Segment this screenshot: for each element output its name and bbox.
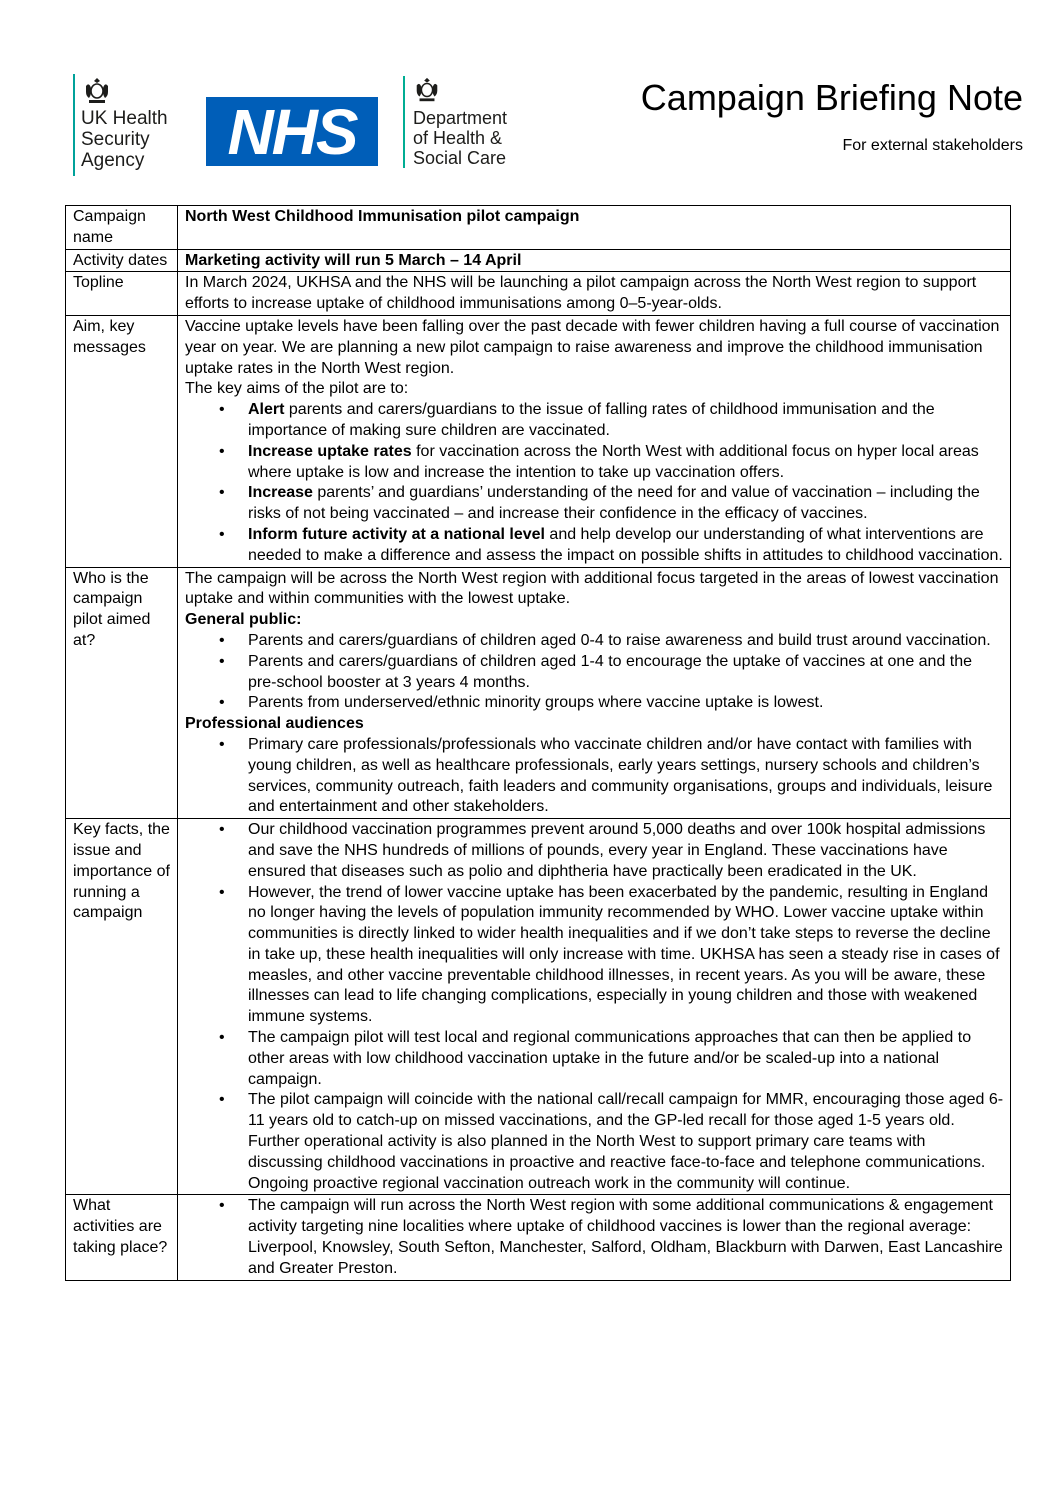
- aim-text: for vaccination across the North West with additional focus on hyper local areas where uptake is low and increase the intention to take up vaccination offers.: [248, 442, 979, 481]
- aim-keyword: Alert: [248, 401, 285, 419]
- row-label: Activity dates: [66, 249, 178, 272]
- dhsc-wordmark-line: of Health &: [413, 128, 503, 148]
- list-item: • Parents and carers/guardians of children aged 1-4 to encourage the uptake of vaccines at one and the pre-school booster at 3 years 4 months.: [185, 652, 1004, 694]
- ukhsa-wordmark-line: UK Health: [81, 108, 168, 129]
- dhsc-wordmark: [413, 108, 507, 168]
- list-item: [185, 400, 1004, 442]
- aim-text: and help develop our understanding of what interventions are needed to make a difference and assess the impact on possible shifts in attitudes to childhood vaccination.: [248, 525, 1003, 564]
- aim-text: parents’ and guardians’ understanding of the need for and value of vaccination – including the risks of not being vaccinated – and increase their confidence in the efficacy of vaccines.: [248, 484, 980, 523]
- audience-intro: The campaign will be across the North West region with additional focus targeted in the areas of lowest vaccination uptake and within communities with the lowest uptake.: [185, 569, 999, 608]
- list-item: • Parents and carers/guardians of children aged 0-4 to raise awareness and build trust around vaccination.: [185, 631, 1004, 652]
- table-row-campaign-name: [66, 206, 1011, 250]
- table-row-audience: [66, 567, 1011, 819]
- general-public-list: [185, 631, 1004, 714]
- nhs-logo: [206, 97, 378, 166]
- document-title: Campaign Briefing Note: [640, 77, 1023, 118]
- dhsc-logo-bar: [403, 76, 405, 168]
- aim-text: parents and carers/guardians to the issue of falling rates of childhood immunisation and the importance of making sure children are vaccinated.: [248, 401, 935, 439]
- aims-intro: Vaccine uptake levels have been falling over the past decade with fewer children having a full course of vaccination year on year. We are planning a new pilot campaign to raise awareness and improve the childhood immunisation uptake rates in the North West region.: [185, 317, 1000, 377]
- aims-lead: The key aims of the pilot are to:: [185, 380, 409, 398]
- campaign-name-value: North West Childhood Immunisation pilot campaign: [178, 206, 1011, 250]
- audience-value: [178, 567, 1011, 819]
- professional-audiences-list: [185, 735, 1004, 818]
- row-label: Who is the campaign pilot aimed at?: [66, 567, 178, 819]
- list-item: [185, 525, 1004, 567]
- ukhsa-logo: [73, 74, 183, 178]
- royal-crest-icon: [413, 76, 441, 104]
- list-item: [185, 483, 1004, 525]
- table-row-activity-dates: [66, 249, 1011, 272]
- activities-list: [185, 1196, 1004, 1279]
- row-label: Topline: [66, 272, 178, 316]
- row-label: Key facts, the issue and importance of running a campaign: [66, 819, 178, 1195]
- table-row-aims: [66, 315, 1011, 567]
- list-item: • Parents from underserved/ethnic minority groups where vaccine uptake is lowest.: [185, 693, 1004, 714]
- aim-keyword: Increase: [248, 484, 313, 502]
- row-label: Aim, key messages: [66, 315, 178, 567]
- list-item: [185, 442, 1004, 484]
- table-row-activities: [66, 1195, 1011, 1280]
- activity-dates-value: Marketing activity will run 5 March – 14 April: [178, 249, 1011, 272]
- list-item: • The campaign will run across the North West region with some additional communications & engagement activity targeting nine localities where uptake of childhood vaccines is lower than the regional average: Liverpool, Knowsley, South Sefton, Manchester, Salford, Oldham, Blackburn with Darwen, East Lancashire and Greater Preston.: [185, 1196, 1004, 1279]
- nhs-logo-text: NHS: [227, 95, 357, 168]
- ukhsa-wordmark: [81, 108, 168, 171]
- list-item: • The pilot campaign will coincide with the national call/recall campaign for MMR, encouraging those aged 6-11 years old to catch-up on missed vaccinations, and the GP-led recall for those aged 1-5 years old. Further operational activity is also planned in the North West to support primary care teams with discussing childhood vaccinations in proactive and reactive face-to-face and telephone communications. Ongoing proactive regional vaccination outreach work in the community will continue.: [185, 1090, 1004, 1194]
- list-item: • The campaign pilot will test local and regional communications approaches that can then be applied to other areas with low childhood vaccination uptake in the future and/or be scaled-up into a national campaign.: [185, 1028, 1004, 1090]
- dhsc-wordmark-line: Department: [413, 108, 508, 128]
- ukhsa-wordmark-line: Security: [81, 129, 150, 150]
- row-label: What activities are taking place?: [66, 1195, 178, 1280]
- aim-keyword: Inform future activity at a national level: [248, 525, 545, 543]
- list-item: • Primary care professionals/professionals who vaccinate children and/or have contact with families with young children, as well as healthcare professionals, early years settings, nursery schools and children’s services, community outreach, faith leaders and community organisations, groups and individuals, leisure and entertainment and other stakeholders.: [185, 735, 1004, 818]
- row-label: Campaign name: [66, 206, 178, 250]
- dhsc-logo: [403, 76, 523, 168]
- royal-crest-icon: [82, 76, 112, 106]
- table-row-key-facts: [66, 819, 1011, 1195]
- list-item: • Our childhood vaccination programmes prevent around 5,000 deaths and over 100k hospital admissions and save the NHS hundreds of millions of pounds, every year in England. These vaccinations have ensured that diseases such as polio and diphtheria have practically been eradicated in the UK.: [185, 820, 1004, 882]
- document-subtitle: For external stakeholders: [842, 137, 1023, 154]
- table-row-topline: [66, 272, 1011, 316]
- briefing-table: [65, 205, 1011, 1281]
- professional-audiences-heading: Professional audiences: [185, 715, 364, 733]
- key-facts-list: [185, 820, 1004, 1194]
- aims-list: [185, 400, 1004, 566]
- dhsc-wordmark-line: Social Care: [413, 148, 507, 168]
- aim-keyword: Increase uptake rates: [248, 442, 412, 460]
- activities-value: [178, 1195, 1011, 1280]
- topline-value: In March 2024, UKHSA and the NHS will be launching a pilot campaign across the North West region to support efforts to increase uptake of childhood immunisations among 0–5-year-olds.: [178, 272, 1011, 316]
- aims-value: [178, 315, 1011, 567]
- key-facts-value: [178, 819, 1011, 1195]
- list-item: • However, the trend of lower vaccine uptake has been exacerbated by the pandemic, resulting in England no longer having the levels of population immunity recommended by WHO. Lower vaccine uptake within communities is directly linked to wider health inequalities and if we don’t take steps to reverse the decline in take up, these health inequalities will only increase with time. UKHSA has seen a steady rise in cases of measles, and other vaccine preventable childhood illnesses, in recent years. As you will be aware, these illnesses can lead to life changing complications, especially in young children and those with weakened immune systems.: [185, 883, 1004, 1029]
- ukhsa-wordmark-line: Agency: [81, 150, 145, 171]
- general-public-heading: General public:: [185, 611, 302, 629]
- ukhsa-logo-bar: [73, 74, 75, 176]
